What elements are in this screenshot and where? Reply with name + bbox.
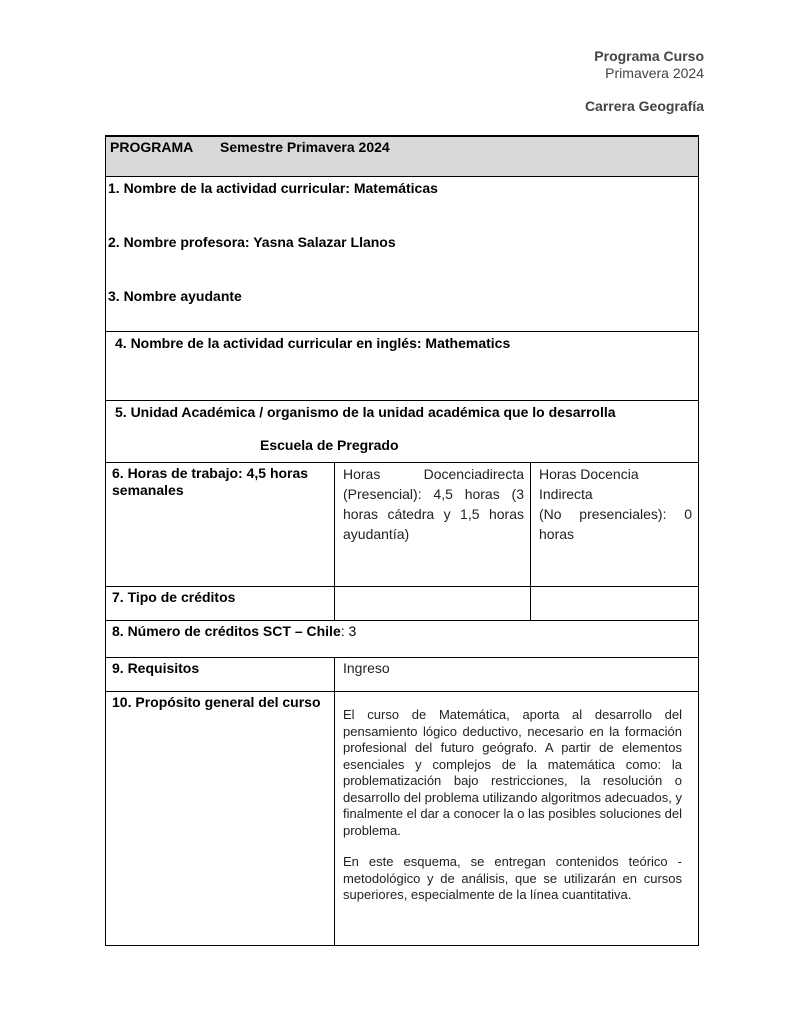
english-name-row: [105, 331, 699, 401]
credit-type-value-2: [530, 586, 699, 621]
indirect-hours: [530, 462, 699, 587]
purpose-paragraph-1: El curso de Matemática, aporta al desarrollo del pensamiento lógico deductivo, necesario en la formación profesional del futuro geógrafo. A partir de elementos esenciales y complejos de la matemática como: la problematización bajo restricciones, la resolución o desarrollo del problema utilizando algoritmos adecuados, y finalmente el dar a conocer la o las posibles soluciones del problema.: [343, 707, 682, 838]
assistant-name: 3. Nombre ayudante: [108, 288, 242, 304]
sct-credits-value: : 3: [340, 623, 357, 639]
purpose-cell: [334, 691, 699, 946]
sct-credits-label: 8. Número de créditos SCT – Chile: [112, 623, 341, 639]
work-hours-label: 6. Horas de trabajo: 4,5 horas semanales: [105, 462, 335, 587]
purpose-label: 10. Propósito general del curso: [105, 691, 335, 946]
academic-unit-value: Escuela de Pregrado: [260, 437, 399, 453]
credit-type-label: 7. Tipo de créditos: [105, 586, 335, 621]
english-name: 4. Nombre de la actividad curricular en inglés: Mathematics: [115, 335, 511, 351]
program-semester: Semestre Primavera 2024: [220, 139, 390, 155]
program-header-row: [105, 135, 699, 177]
requirements-label: 9. Requisitos: [105, 657, 335, 692]
purpose-paragraph-2: En este esquema, se entregan contenidos teórico - metodológico y de análisis, que se utilizarán en cursos superiores, especialmente de la línea cuantitativa.: [343, 854, 682, 902]
academic-unit-label: 5. Unidad Académica / organismo de la unidad académica que lo desarrolla: [115, 404, 616, 420]
sct-credits-row: [105, 620, 699, 658]
indirect-hours-title: Horas Docencia Indirecta: [539, 466, 639, 502]
indirect-hours-value: (No presenciales): 0 horas: [539, 506, 692, 542]
program-title: PROGRAMA: [110, 139, 194, 155]
credit-type-value-1: [334, 586, 531, 621]
header-title: Programa Curso: [594, 48, 704, 64]
header-term: Primavera 2024: [605, 65, 704, 81]
academic-unit-row: [105, 400, 699, 463]
direct-hours: Horas Docenciadirecta (Presencial): 4,5 horas (3 horas cátedra y 1,5 horas ayudantía): [334, 462, 531, 587]
requirements-value: Ingreso: [334, 657, 699, 692]
names-row: [105, 176, 699, 332]
professor-name: 2. Nombre profesora: Yasna Salazar Llanos: [108, 234, 396, 250]
course-name: 1. Nombre de la actividad curricular: Matemáticas: [108, 180, 438, 196]
header-career: Carrera Geografía: [584, 98, 704, 114]
